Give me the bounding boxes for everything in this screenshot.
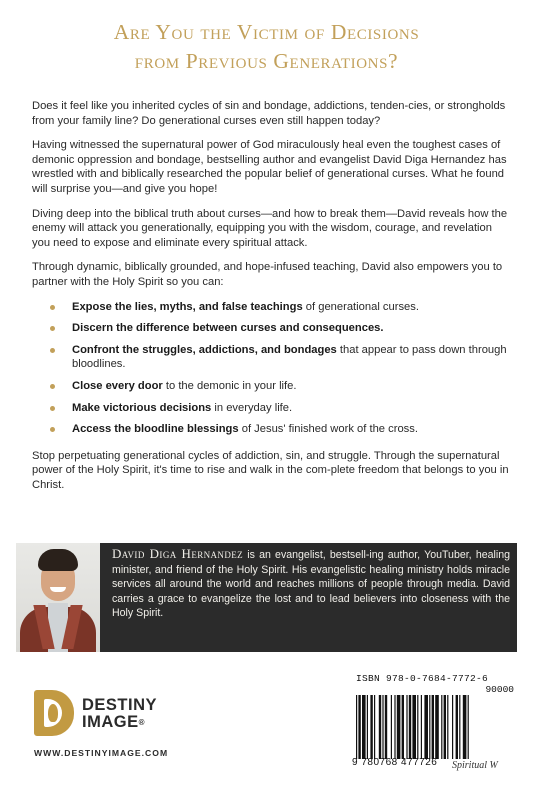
bullet-dot-icon xyxy=(50,305,55,310)
paragraph: Through dynamic, biblically grounded, and hope-infused teaching, David also empowers you to partner with the Holy Spirit so you can: xyxy=(32,261,503,288)
list-item: Confront the struggles, addictions, and bondages that appear to pass down through bloodlines. xyxy=(50,343,510,372)
bullet-dot-icon xyxy=(50,384,55,389)
headline-line-1: Are You the Victim of Decisions xyxy=(113,20,420,44)
headline-line-2: from Previous Generations? xyxy=(134,49,399,73)
paragraph: Does it feel like you inherited cycles of sin and bondage, addictions, tenden-cies, or strongholds from your family line? Do generational curses even still happen today? xyxy=(32,100,506,127)
paragraph: Diving deep into the biblical truth about curses—and how to break them—David reveals how the enemy will attack you generationally, equipping you with the wisdom, courage, and revelation you need to expose and eliminate every spiritual attack. xyxy=(32,207,508,249)
author-band xyxy=(16,543,517,652)
price-code: 90000 xyxy=(485,684,514,695)
list-item: Discern the difference between curses and consequences. xyxy=(50,321,510,336)
barcode-area xyxy=(352,673,512,773)
destiny-d-flame-icon xyxy=(34,690,74,736)
isbn-text: ISBN 978-0-7684-7772-6 xyxy=(356,673,489,684)
author-bio-text: is an evangelist, bestsell-ing author, YouTuber, healing minister, and friend of the Holy Spirit. His evangelistic healing ministry holds miracle services all around the world and reaches millions of people through media. David carries a grace to evangelize the lost and to lead believers into closeness with the Holy Spirit. xyxy=(112,549,510,620)
list-item: Close every door to the demonic in your life. xyxy=(50,379,510,394)
paragraph: Having witnessed the supernatural power of God miraculously heal even the toughest cases of demonic oppression and bondage, bestselling author and evangelist David Diga Hernandez has wrestled with and biblically researched the popular belief of generational curses. What he found will surprise you—and give you hope! xyxy=(32,139,507,195)
list-item: Access the bloodline blessings of Jesus' finished work of the cross. xyxy=(50,422,510,437)
barcode-icon xyxy=(356,695,509,759)
author-name: David Diga Hernandez xyxy=(112,546,244,561)
bullet-dot-icon xyxy=(50,427,55,432)
bullet-dot-icon xyxy=(50,348,55,353)
publisher-logo xyxy=(34,690,184,762)
list-item: Expose the lies, myths, and false teachings of generational curses. xyxy=(50,300,510,315)
category-label: Spiritual W xyxy=(452,760,498,771)
benefit-list xyxy=(32,300,510,437)
headline xyxy=(20,18,513,76)
description xyxy=(32,99,510,502)
barcode-number: 9 780768 477726 xyxy=(352,757,438,768)
author-photo xyxy=(16,543,100,652)
bullet-dot-icon xyxy=(50,406,55,411)
author-bio xyxy=(112,547,510,621)
publisher-name: DESTINY IMAGE® xyxy=(82,696,158,731)
closing-paragraph: Stop perpetuating generational cycles of addiction, sin, and struggle. Through the supernatural power of the Holy Spirit, it's time to rise and walk in the com-plete freedom that belongs to you in Christ. xyxy=(32,449,509,491)
publisher-url: WWW.DESTINYIMAGE.COM xyxy=(34,748,169,758)
bullet-dot-icon xyxy=(50,326,55,331)
list-item: Make victorious decisions in everyday life. xyxy=(50,401,510,416)
